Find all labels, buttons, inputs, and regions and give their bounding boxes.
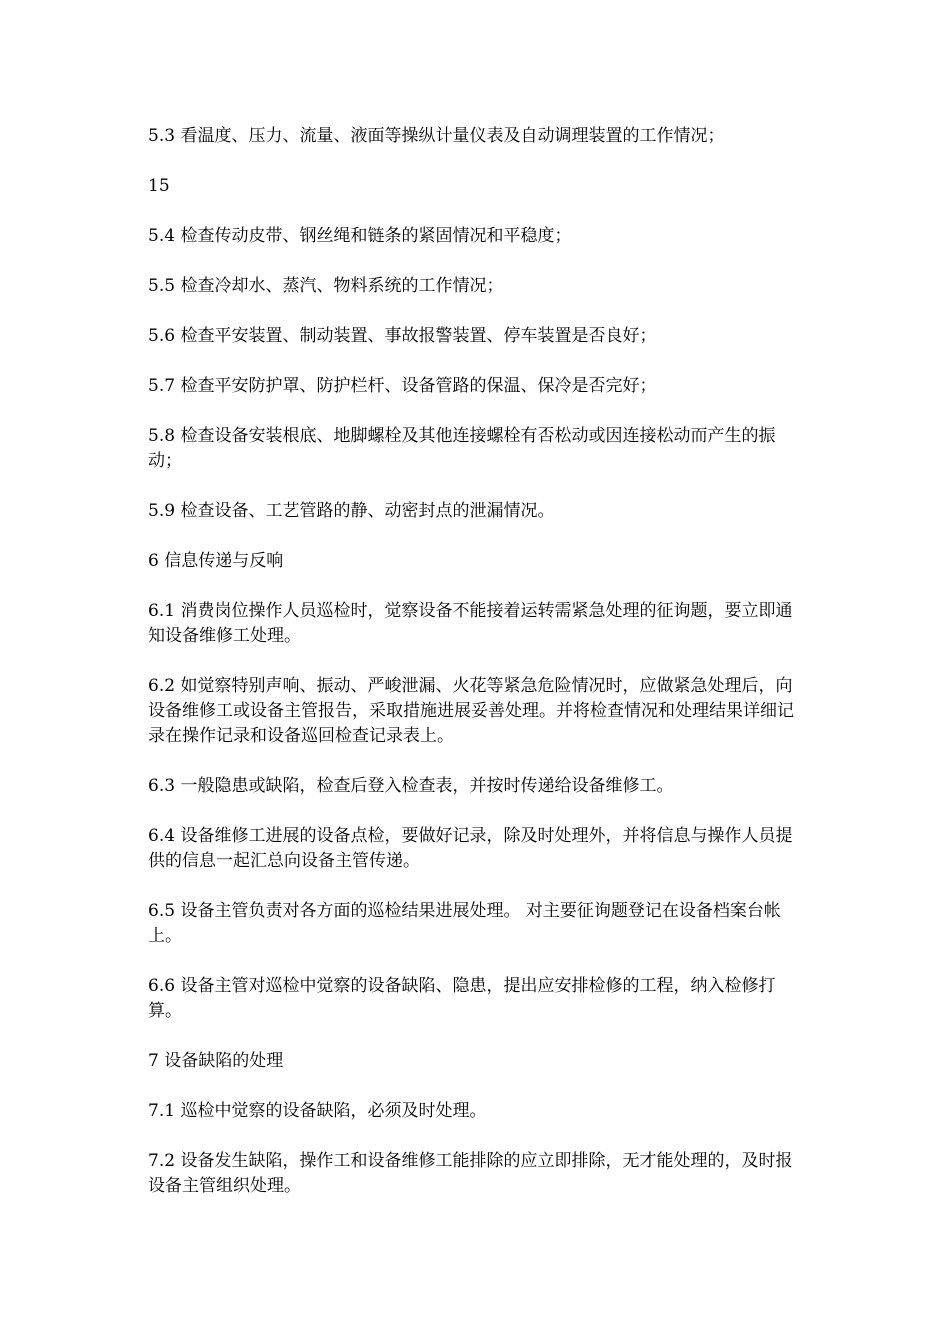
section-heading-6: 6 信息传递与反响 bbox=[148, 551, 284, 571]
paragraph-6-5: 6.5 设备主管负责对各方面的巡检结果进展处理。 对主要征询题登记在设备档案台帐上。 bbox=[148, 901, 781, 946]
document-body bbox=[148, 124, 808, 1224]
paragraph-5-7: 5.7 检查平安防护罩、防护栏杆、设备管路的保温、保冷是否完好； bbox=[148, 376, 657, 396]
paragraph-5-4: 5.4 检查传动皮带、钢丝绳和链条的紧固情况和平稳度； bbox=[148, 226, 572, 246]
paragraph-7-1: 7.1 巡检中觉察的设备缺陷，必须及时处理。 bbox=[148, 1101, 487, 1121]
paragraph-5-5: 5.5 检查冷却水、蒸汽、物料系统的工作情况； bbox=[148, 276, 504, 296]
paragraph-6-2: 6.2 如觉察特别声响、振动、严峻泄漏、火花等紧急危险情况时，应做紧急处理后，向设备维修工或设备主管报告，采取措施进展妥善处理。并将检查情况和处理结果详细记录在操作记录和设备巡回检查记录表上。 bbox=[148, 676, 794, 746]
paragraph-5-6: 5.6 检查平安装置、制动装置、事故报警装置、停车装置是否良好； bbox=[148, 326, 657, 346]
paragraph-6-4: 6.4 设备维修工进展的设备点检，要做好记录，除及时处理外，并将信息与操作人员提供的信息一起汇总向设备主管传递。 bbox=[148, 826, 793, 871]
paragraph-6-3: 6.3 一般隐患或缺陷，检查后登入检查表，并按时传递给设备维修工。 bbox=[148, 776, 674, 796]
paragraph-6-1: 6.1 消费岗位操作人员巡检时，觉察设备不能接着运转需紧急处理的征询题，要立即通知设备维修工处理。 bbox=[148, 601, 793, 646]
page-number: 15 bbox=[148, 176, 170, 196]
section-heading-7: 7 设备缺陷的处理 bbox=[148, 1051, 284, 1071]
paragraph-6-6: 6.6 设备主管对巡检中觉察的设备缺陷、隐患，提出应安排检修的工程，纳入检修打算。 bbox=[148, 976, 776, 1021]
paragraph-7-2: 7.2 设备发生缺陷，操作工和设备维修工能排除的应立即排除，无才能处理的，及时报设备主管组织处理。 bbox=[148, 1151, 793, 1196]
paragraph-5-9: 5.9 检查设备、工艺管路的静、动密封点的泄漏情况。 bbox=[148, 501, 555, 521]
paragraph-5-8: 5.8 检查设备安装根底、地脚螺栓及其他连接螺栓有否松动或因连接松动而产生的振动； bbox=[148, 426, 776, 471]
paragraph-5-3: 5.3 看温度、压力、流量、液面等操纵计量仪表及自动调理装置的工作情况； bbox=[148, 126, 725, 146]
